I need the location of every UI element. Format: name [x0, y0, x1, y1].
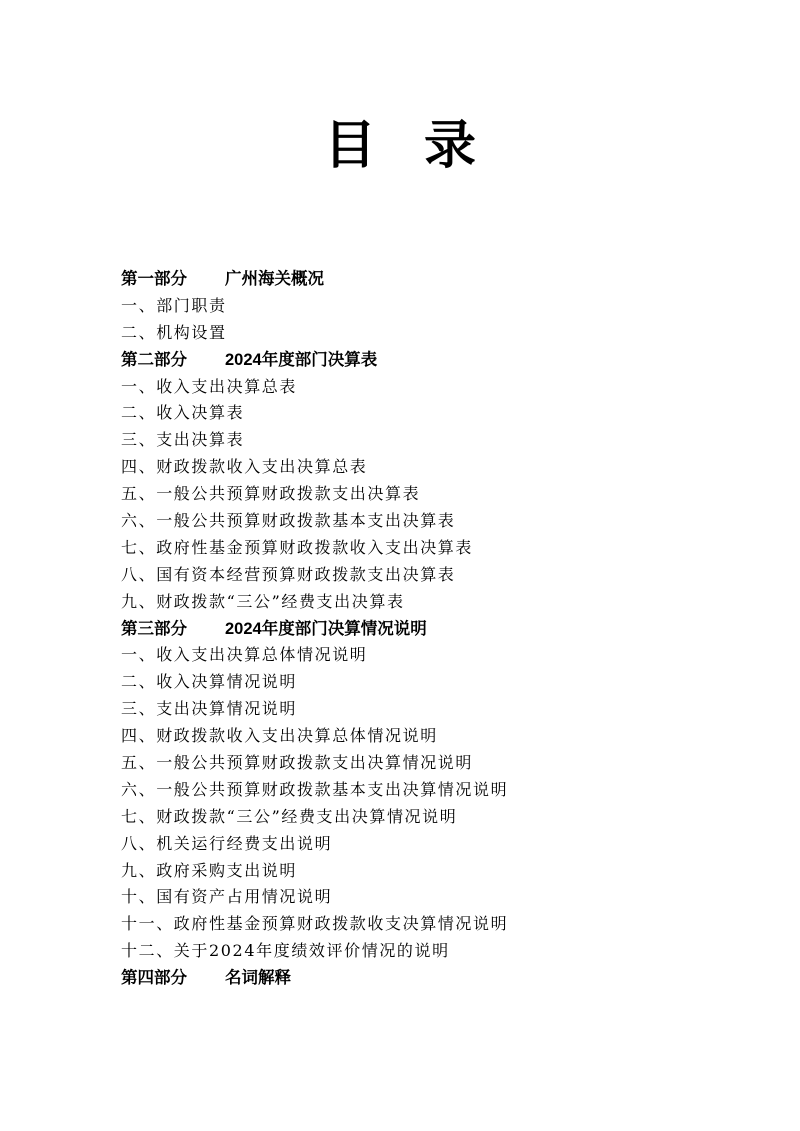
toc-part-label: 第三部分	[121, 619, 187, 638]
toc-item: 三、支出决算表	[121, 430, 245, 450]
title-char-1: 目	[323, 116, 376, 176]
toc-part-label: 第一部分	[121, 270, 187, 288]
toc-item: 六、一般公共预算财政拨款基本支出决算情况说明	[121, 779, 509, 799]
toc-part-title: 广州海关概况	[225, 270, 324, 288]
toc-part-title: 名词解释	[225, 969, 291, 988]
toc-item: 四、财政拨款收入支出决算总表	[121, 457, 368, 477]
toc-item: 十二、关于2024年度绩效评价情况的说明	[121, 941, 450, 961]
toc-item: 八、机关运行经费支出说明	[121, 833, 333, 853]
toc-item: 二、机构设置	[121, 322, 227, 342]
toc-part-title: 2024年度部门决算表	[225, 350, 378, 369]
toc-part-heading	[121, 266, 761, 293]
toc-item: 十、国有资产占用情况说明	[121, 887, 333, 907]
toc-item: 七、财政拨款“三公”经费支出决算情况说明	[121, 806, 458, 826]
toc-item: 八、国有资本经营预算财政拨款支出决算表	[121, 564, 456, 584]
toc-item: 一、收入支出决算总体情况说明	[121, 645, 368, 665]
toc-item: 一、部门职责	[121, 295, 227, 315]
page-title	[0, 108, 800, 184]
toc-item: 六、一般公共预算财政拨款基本支出决算表	[121, 511, 456, 531]
toc-part-label: 第四部分	[121, 969, 187, 988]
toc-item: 七、政府性基金预算财政拨款收入支出决算表	[121, 537, 474, 557]
toc-item: 四、财政拨款收入支出决算总体情况说明	[121, 726, 438, 746]
toc-part-heading	[121, 965, 761, 992]
toc-part-heading	[121, 616, 761, 643]
table-of-contents	[121, 266, 761, 992]
toc-item: 九、财政拨款“三公”经费支出决算表	[121, 591, 405, 611]
toc-item: 三、支出决算情况说明	[121, 699, 298, 719]
toc-item: 二、收入决算情况说明	[121, 672, 298, 692]
toc-item: 十一、政府性基金预算财政拨款收支决算情况说明	[121, 914, 509, 934]
toc-item: 一、收入支出决算总表	[121, 376, 298, 396]
toc-item: 五、一般公共预算财政拨款支出决算表	[121, 484, 421, 504]
toc-item: 二、收入决算表	[121, 403, 245, 423]
toc-item: 九、政府采购支出说明	[121, 860, 298, 880]
toc-part-title: 2024年度部门决算情况说明	[225, 619, 427, 638]
toc-part-heading	[121, 347, 761, 374]
toc-part-label: 第二部分	[121, 350, 187, 369]
title-char-2: 录	[424, 116, 477, 176]
toc-item: 五、一般公共预算财政拨款支出决算情况说明	[121, 753, 474, 773]
